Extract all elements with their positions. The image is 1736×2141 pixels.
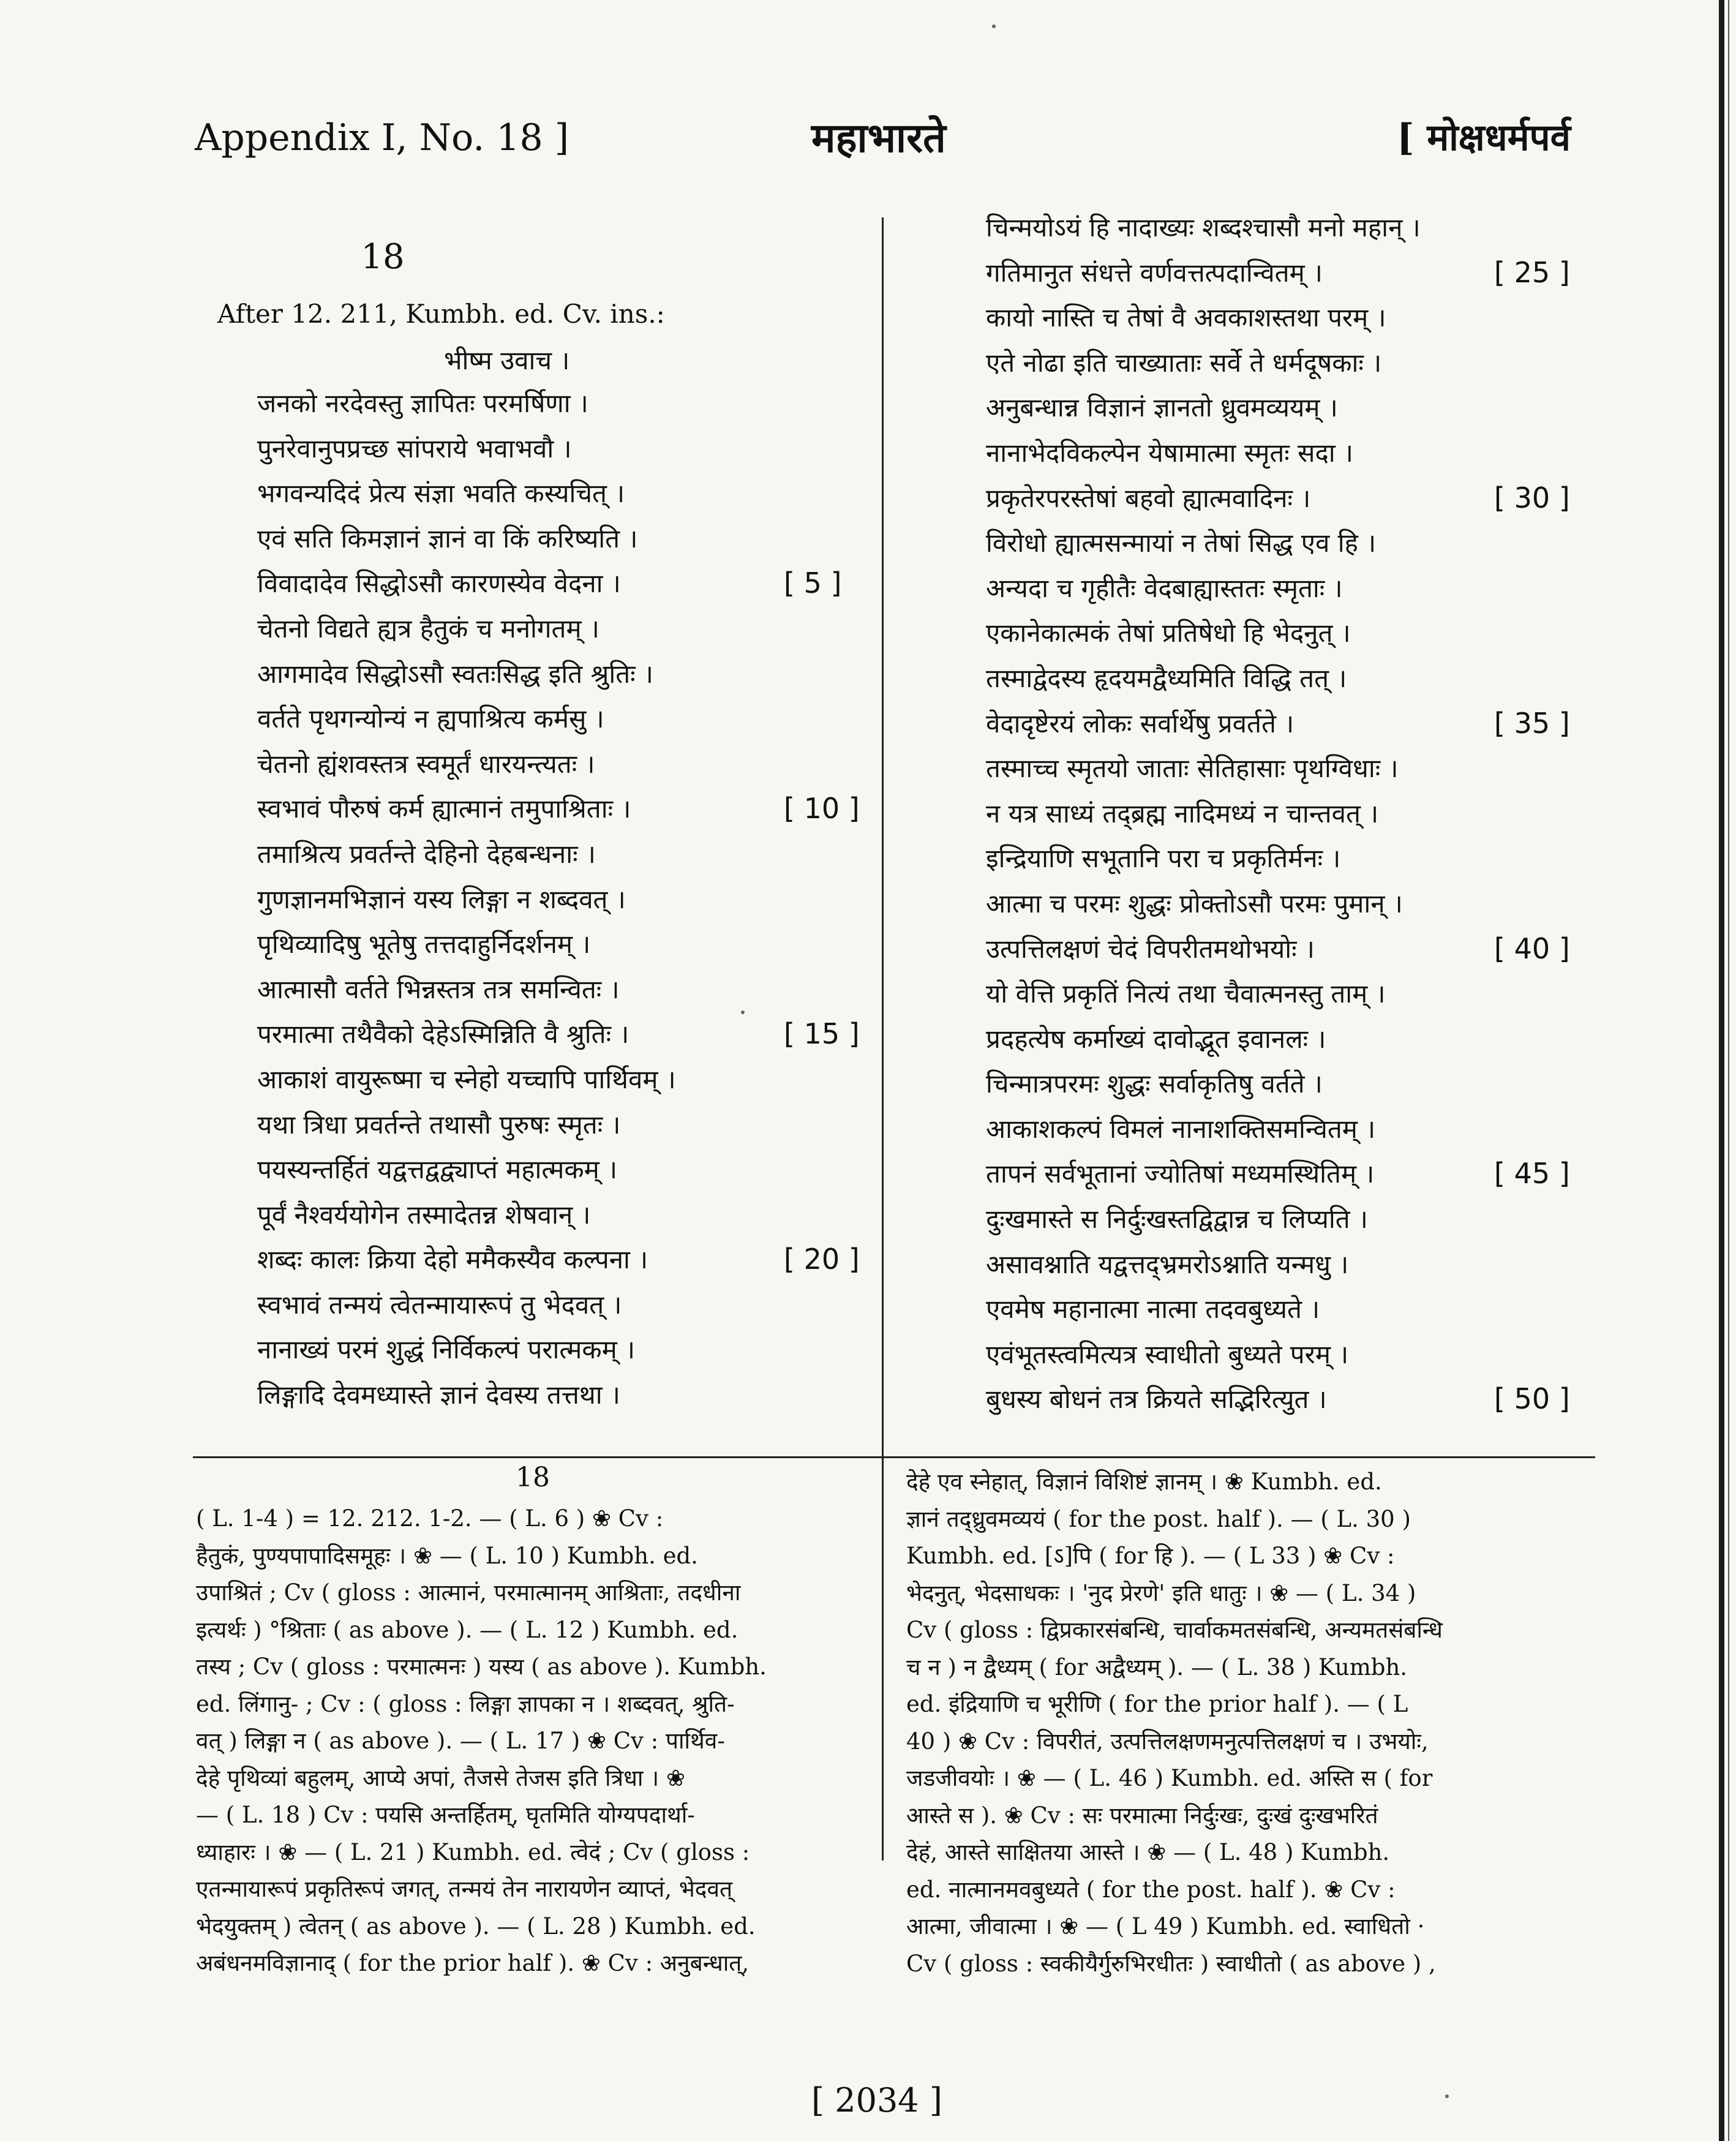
verse-line: [986, 385, 1586, 431]
note-line: देहे एव स्नेहात्, विज्ञानं विशिष्टं ज्ञानम् । ❀ Kumbh. ed.: [906, 1469, 1382, 1495]
verse-text: इन्द्रियाणि सभूतानि परा च प्रकृतिर्मनः ।: [986, 843, 1341, 874]
verse-line: [986, 205, 1586, 250]
verse-line: [211, 381, 851, 426]
verse-text: स्वभावं पौरुषं कर्म ह्यात्मानं तमुपाश्रिताः ।: [257, 794, 631, 824]
verse-text: गतिमानुत संधत्ते वर्णवत्तत्पदान्वितम् ।: [986, 257, 1323, 288]
column-divider: [882, 217, 884, 1467]
verse-line: [211, 742, 851, 787]
verse-text: वेदादृष्टेरयं लोकः सर्वार्थेषु प्रवर्तते ।: [986, 708, 1294, 739]
verse-line: [986, 1017, 1586, 1062]
verse-text: उत्पत्तिलक्षणं चेदं विपरीतमथोभयोः ।: [986, 933, 1315, 964]
verse-text: जनको नरदेवस्तु ज्ञापितः परमर्षिणा ।: [257, 388, 588, 418]
verse-text: प्रदहत्येष कर्माख्यं दावोद्भूत इवानलः ।: [986, 1023, 1326, 1054]
verse-line: [986, 927, 1586, 972]
verse-line: [986, 476, 1586, 521]
verse-line: [211, 696, 851, 742]
verse-text: आकाशकल्पं विमलं नानाशक्तिसमन्वितम् ।: [986, 1113, 1376, 1144]
verse-text: आकाशं वायुरूष्मा च स्नेहो यच्चापि पार्थिवम् ।: [257, 1064, 676, 1094]
verse-text: नानाभेदविकल्पेन येषामात्मा स्मृतः सदा ।: [986, 437, 1353, 468]
scan-edge-bar: [1719, 0, 1724, 2141]
verse-line: [211, 1282, 851, 1328]
verse-text: चिन्मयोऽयं हि नादाख्यः शब्दश्चासौ मनो महान् ।: [986, 213, 1421, 243]
note-line: अबंधनमविज्ञानाद् ( for the prior half ). ❀ Cv : अनुबन्धात्,: [196, 1950, 750, 1976]
verse-text: आत्मासौ वर्तते भिन्नस्तत्र तत्र समन्वितः ।: [257, 974, 620, 1004]
verse-text: एते नोढा इति चाख्याताः सर्वे ते धर्मदूषकाः ।: [986, 347, 1382, 378]
verse-line: [986, 971, 1586, 1017]
verse-text: प्रकृतेरपरस्तेषां बहवो ह्यात्मवादिनः ।: [986, 483, 1311, 513]
right-verse-list: [986, 205, 1586, 1422]
verse-line: [211, 1147, 851, 1192]
note-line: — ( L. 18 ) Cv : पयसि अन्तर्हितम्, घृतमिति योग्यपदार्था-: [196, 1802, 695, 1828]
verse-line: [211, 471, 851, 516]
note-line: एतन्मायारूपं प्रकृतिरूपं जगत्, तन्मयं तेन नारायणेन व्याप्तं, भेदवत्: [196, 1876, 733, 1902]
notes-column-divider: [882, 1456, 884, 1861]
verse-line: [986, 836, 1586, 881]
verse-text: एवं सति किमज्ञानं ज्ञानं वा किं करिष्यति ।: [257, 523, 638, 554]
verse-text: वर्तते पृथगन्योन्यं न ह्यपाश्रित्य कर्मसु ।: [257, 704, 604, 734]
note-line: वत् ) लिङ्गा न ( as above ). — ( L. 17 ) ❀ Cv : पार्थिव-: [196, 1728, 725, 1754]
speaker-line: भीष्म उवाच ।: [444, 345, 570, 375]
note-line: Cv ( gloss : स्वकीयैर्गुरुभिरधीतः ) स्वाधीतो ( as above ) ,: [906, 1950, 1436, 1977]
verse-line: [211, 1237, 860, 1282]
verse-line: [986, 250, 1586, 296]
verse-line: [986, 1377, 1586, 1422]
verse-text: तस्माद्वेदस्य हृदयमद्वैध्यमिति विद्धि तत् ।: [986, 663, 1347, 693]
scan-edge-line: [1728, 0, 1729, 2141]
note-line: च न ) न द्वैध्यम् ( for अद्वैध्यम् ). — ( L. 38 ) Kumbh.: [906, 1654, 1408, 1680]
note-line: देहं, आस्ते साक्षितया आस्ते । ❀ — ( L. 48 ) Kumbh.: [906, 1839, 1390, 1865]
left-verse-list: [211, 381, 860, 1418]
note-line: तस्य ; Cv ( gloss : परमात्मनः ) यस्य ( as above ). Kumbh.: [196, 1654, 767, 1680]
verse-text: तमाश्रित्य प्रवर्तन्ते देहिनो देहबन्धनाः ।: [257, 838, 596, 869]
note-line: Cv ( gloss : द्विप्रकारसंबन्धि, चार्वाकमतसंबन्धि, अन्यमतसंबन्धि: [906, 1617, 1443, 1643]
verse-text: गुणज्ञानमभिज्ञानं यस्य लिङ्गा न शब्दवत् ।: [257, 884, 626, 914]
verse-text: न यत्र साध्यं तद्ब्रह्म नादिमध्यं न चान्तवत् ।: [986, 798, 1379, 829]
verse-number: [ 40 ]: [1494, 931, 1570, 965]
notes-right-column: [906, 1464, 1592, 1982]
scan-edge: [1712, 0, 1736, 2141]
verse-text: पृथिव्यादिषु भूतेषु तत्तदाहुर्निदर्शनम् ।: [257, 929, 591, 960]
note-line: ed. लिंगानु- ; Cv : ( gloss : लिङ्गा ज्ञापका न । शब्दवत्, श्रुति-: [196, 1690, 735, 1717]
verse-line: [986, 656, 1586, 701]
verse-text: यो वेत्ति प्रकृतिं नित्यं तथा चैवात्मनस्तु ताम् ।: [986, 979, 1386, 1009]
section-intro: After 12. 211, Kumbh. ed. Cv. ins.:: [217, 299, 665, 329]
verse-number: [ 20 ]: [784, 1243, 860, 1276]
verse-text: अन्यदा च गृहीतैः वेदबाह्यास्ततः स्मृताः ।: [986, 573, 1343, 603]
left-text-column: [211, 233, 860, 1418]
verse-number: [ 15 ]: [784, 1017, 860, 1051]
verse-text: विवादादेव सिद्धोऽसौ कारणस्येव वेदना ।: [257, 568, 621, 599]
verse-text: विरोधो ह्यात्मसन्मायां न तेषां सिद्ध एव हि ।: [986, 528, 1377, 559]
scan-speck: [992, 24, 996, 28]
note-line: ध्याहारः । ❀ — ( L. 21 ) Kumbh. ed. त्वेदं ; Cv ( gloss :: [196, 1838, 750, 1865]
note-line: आस्ते स ). ❀ Cv : सः परमात्मा निर्दुःखः, दुःखं दुःखभरितं: [906, 1802, 1378, 1829]
note-line: भेदनुत्, भेदसाधकः । 'नुद प्रेरणे' इति धातुः । ❀ — ( L. 34 ): [906, 1579, 1416, 1606]
verse-line: [211, 922, 851, 967]
verse-text: बुधस्य बोधनं तत्र क्रियते सद्भिरित्युत ।: [986, 1384, 1327, 1415]
verse-text: तापनं सर्वभूतानां ज्योतिषां मध्यमस्थितिम् ।: [986, 1159, 1375, 1189]
verse-line: [986, 701, 1586, 747]
running-head-title: महाभारते: [811, 114, 946, 162]
verse-line: [986, 746, 1586, 791]
verse-number: [ 10 ]: [784, 792, 860, 826]
verse-text: आगमादेव सिद्धोऽसौ स्वतःसिद्ध इति श्रुतिः ।: [257, 658, 653, 689]
notes-left-column: [196, 1500, 870, 1982]
note-line: ed. इंद्रियाणि च भूरीणि ( for the prior half ). — ( L: [906, 1691, 1408, 1717]
verse-text: आत्मा च परमः शुद्धः प्रोक्तोऽसौ परमः पुमान् ।: [986, 888, 1403, 919]
page-number: [ 2034 ]: [811, 2081, 942, 2120]
verse-text: चेतनो ह्यंशवस्तत्र स्वमूर्तं धारयन्त्यतः ।: [257, 748, 595, 779]
verse-text: पुनरेवानुपप्रच्छ सांपराये भवाभवौ ।: [257, 433, 572, 464]
note-line: देहे पृथिव्यां बहुलम्, आप्ये अपां, तैजसे तेजस इति त्रिधा । ❀: [196, 1764, 685, 1791]
verse-text: पूर्वं नैश्वर्ययोगेन तस्मादेतन्न शेषवान् ।: [257, 1199, 591, 1230]
note-line: भेदयुक्तम् ) त्वेतन् ( as above ). — ( L. 28 ) Kumbh. ed.: [196, 1913, 756, 1940]
verse-line: [211, 832, 851, 877]
right-text-column: [986, 205, 1586, 1422]
verse-line: [986, 1287, 1586, 1332]
verse-text: तस्माच्च स्मृतयो जाताः सेतिहासाः पृथग्विधाः ।: [986, 753, 1399, 784]
verse-text: एवंभूतस्त्वमित्यत्र स्वाधीतो बुध्यते परम् ।: [986, 1339, 1349, 1369]
note-line: हैतुकं, पुण्यपापादिसमूहः । ❀ — ( L. 10 ) Kumbh. ed.: [196, 1542, 698, 1569]
verse-line: [211, 1102, 851, 1148]
verse-line: [211, 877, 851, 922]
verse-text: स्वभावं तन्मयं त्वेतन्मायारूपं तु भेदवत् ।: [257, 1289, 622, 1320]
verse-line: [986, 341, 1586, 386]
verse-line: [986, 521, 1586, 566]
note-line: जडजीवयोः । ❀ — ( L. 46 ) Kumbh. ed. अस्ति स ( for: [906, 1765, 1433, 1791]
verse-line: [986, 295, 1586, 341]
notes-section-number: 18: [516, 1462, 550, 1493]
scan-speck: [741, 1010, 745, 1014]
verse-line: [986, 1151, 1586, 1197]
verse-number: [ 25 ]: [1494, 255, 1570, 289]
note-line: ed. नात्मानमवबुध्यते ( for the post. half ). ❀ Cv :: [906, 1876, 1396, 1903]
verse-text: चेतनो विद्यते ह्यत्र हैतुकं च मनोगतम् ।: [257, 613, 599, 644]
note-line: ( L. 1-4 ) = 12. 212. 1-2. — ( L. 6 ) ❀ Cv :: [196, 1505, 664, 1532]
verse-line: [986, 431, 1586, 476]
verse-text: भगवन्यदिदं प्रेत्य संज्ञा भवति कस्यचित् ।: [257, 478, 625, 509]
verse-text: अनुबन्धान्न विज्ञानं ज्ञानतो ध्रुवमव्ययम् ।: [986, 393, 1338, 423]
verse-number: [ 45 ]: [1494, 1157, 1570, 1191]
verse-number: [ 5 ]: [784, 566, 842, 600]
verse-line: [211, 516, 851, 562]
verse-line: [211, 652, 851, 697]
verse-line: [211, 967, 851, 1012]
verse-line: [211, 426, 851, 472]
note-line: इत्यर्थः ) °श्रिताः ( as above ). — ( L. 12 ) Kumbh. ed.: [196, 1616, 738, 1643]
note-line: Kumbh. ed. [ऽ]पि ( for हि ). — ( L 33 ) ❀ Cv :: [906, 1543, 1395, 1569]
verse-line: [211, 606, 851, 652]
verse-line: [986, 566, 1586, 611]
running-head-left: Appendix I, No. 18 ]: [195, 116, 569, 159]
verse-line: [986, 1332, 1586, 1377]
verse-line: [986, 611, 1586, 656]
verse-text: कायो नास्ति च तेषां वै अवकाशस्तथा परम् ।: [986, 303, 1386, 333]
verse-line: [986, 1107, 1586, 1152]
verse-line: [211, 1012, 860, 1057]
verse-line: [211, 1192, 851, 1238]
scan-speck: [1445, 2094, 1449, 2098]
verse-line: [211, 1372, 851, 1418]
verse-line: [986, 1197, 1586, 1242]
verse-text: परमात्मा तथैवैको देहेऽस्मिन्निति वै श्रुतिः ।: [257, 1019, 629, 1050]
running-head-right: [ मोक्षधर्मपर्व: [1397, 116, 1571, 159]
verse-line: [986, 881, 1586, 927]
verse-text: दुःखमास्ते स निर्दुःखस्तद्विद्वान्न च लिप्यति ।: [986, 1204, 1368, 1235]
verse-number: [ 30 ]: [1494, 481, 1570, 514]
verse-line: [986, 791, 1586, 837]
verse-line: [211, 1057, 851, 1102]
note-line: ज्ञानं तद्ध्रुवमव्ययं ( for the post. half ). — ( L. 30 ): [906, 1505, 1411, 1532]
verse-text: नानाख्यं परमं शुद्धं निर्विकल्पं परात्मकम् ।: [257, 1334, 635, 1365]
verse-number: [ 50 ]: [1494, 1382, 1570, 1416]
verse-text: शब्दः कालः क्रिया देहो ममैकस्यैव कल्पना ।: [257, 1244, 648, 1275]
verse-number: [ 35 ]: [1494, 706, 1570, 740]
verse-text: चिन्मात्रपरमः शुद्धः सर्वाकृतिषु वर्तते ।: [986, 1069, 1323, 1099]
verse-text: पयस्यन्तर्हितं यद्वत्तद्वद्व्याप्तं महात्मकम् ।: [257, 1154, 617, 1185]
section-number: 18: [361, 237, 405, 277]
verse-line: [211, 561, 851, 606]
verse-text: एवमेष महानात्मा नात्मा तदवबुध्यते ।: [986, 1294, 1320, 1325]
verse-line: [986, 1242, 1586, 1287]
verse-line: [211, 786, 860, 832]
verse-text: एकानेकात्मकं तेषां प्रतिषेधो हि भेदनुत् ।: [986, 618, 1351, 649]
note-line: उपाश्रितं ; Cv ( gloss : आत्मानं, परमात्मानम् आश्रिताः, तदधीना: [196, 1579, 741, 1606]
verse-line: [211, 1327, 851, 1372]
note-line: आत्मा, जीवात्मा । ❀ — ( L 49 ) Kumbh. ed. स्वाधितो ·: [906, 1913, 1425, 1940]
verse-text: लिङ्गादि देवमध्यास्ते ज्ञानं देवस्य तत्तथा ।: [257, 1380, 620, 1410]
note-line: 40 ) ❀ Cv : विपरीतं, उत्पत्तिलक्षणमनुत्पत्तिलक्षणं च । उभयोः,: [906, 1728, 1429, 1755]
verse-text: यथा त्रिधा प्रवर्तन्ते तथासौ पुरुषः स्मृतः ।: [257, 1109, 621, 1140]
verse-text: असावश्नाति यद्वत्तद्भ्रमरोऽश्नाति यन्मधु ।: [986, 1249, 1349, 1279]
verse-line: [986, 1061, 1586, 1107]
